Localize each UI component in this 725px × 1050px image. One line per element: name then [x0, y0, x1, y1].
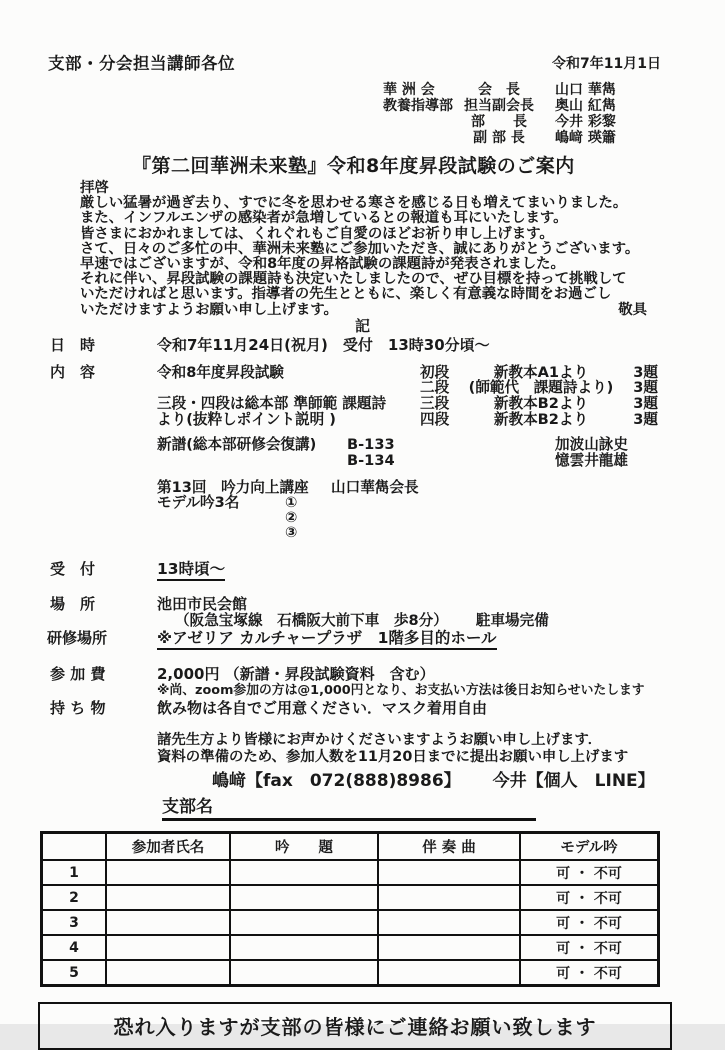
reception-value: 13時頃～: [157, 561, 225, 581]
closing-note-line: 資料の準備のため、参加人数を11月20日までに提出お願い申し上げます: [157, 748, 629, 765]
content-left-column: [157, 365, 420, 427]
participant-name-cell: [106, 860, 230, 885]
participant-name-cell: [106, 885, 230, 910]
greeting-line: 早速ではございますが、令和8年度の昇格試験の課題詩が発表されました。: [80, 256, 565, 273]
fee-label: 参 加 費: [50, 665, 106, 684]
grade-count: 3題: [633, 395, 658, 413]
closing-notes: [157, 732, 725, 765]
officer-row: [383, 82, 725, 98]
greeting-body: [80, 181, 725, 318]
datetime-row: [50, 337, 725, 354]
participant-name-cell: [106, 960, 230, 986]
grade-name: 四段: [420, 410, 450, 428]
model-gin-numbers: [285, 493, 298, 541]
gin-title-cell: [230, 960, 378, 986]
officer-name: 嶋﨑 瑛簫: [555, 130, 616, 146]
belongings-value: 飲み物は各自でご用意ください．マスク着用自由: [157, 699, 488, 718]
greeting-last-line: [80, 303, 725, 318]
place-value: 池田市民会館: [157, 595, 248, 614]
officer-row: [383, 114, 725, 130]
accompaniment-cell: [378, 935, 520, 960]
accompaniment-cell: [378, 910, 520, 935]
contact-fax: 嶋﨑【fax 072(888)8986】: [212, 771, 461, 792]
contacts-row: [212, 766, 725, 791]
officer-org: 教養指導部: [383, 98, 453, 114]
officer-title: 副 部 長: [473, 130, 525, 146]
exam-note-line: 三段・四段は総本部 準師範 課題詩: [157, 395, 387, 413]
officers-block: [383, 82, 725, 146]
grade-count: 3題: [633, 379, 658, 397]
ki-marker: 記: [354, 316, 370, 335]
greeting-line: さて、日々のご多忙の中、華洲未来塾にご参加いただき、誠にありがとうございます。: [80, 240, 640, 257]
participant-name-cell: [106, 935, 230, 960]
document-title: 『第二回華洲未来塾』令和8年度昇段試験のご案内: [132, 155, 575, 177]
table-row: [42, 935, 659, 960]
closing-note-line: 諸先生方より皆様にお声かけくださいますようお願い申し上げます．: [157, 732, 602, 749]
lecture-lecturer: 山口華雋会長: [331, 479, 419, 497]
participant-name-cell: [106, 910, 230, 935]
header-accompaniment: 伴 奏 曲: [378, 833, 520, 861]
grade-list: [420, 365, 658, 427]
row-number: 5: [42, 960, 107, 986]
place-access: （阪急宝塚線 石橋阪大前下車 歩8分）: [175, 612, 448, 630]
issue-date: 令和7年11月1日: [552, 56, 661, 72]
datetime-label: 日 時: [50, 335, 96, 354]
circled-number: ①: [285, 493, 298, 511]
accompaniment-cell: [378, 860, 520, 885]
belongings-label: 持 ち 物: [50, 699, 106, 718]
content-section: [50, 362, 725, 428]
model-gin-cell: 可 ・ 不可: [520, 960, 659, 986]
table-row: [42, 960, 659, 986]
contact-line: 今井【個人 LINE】: [492, 771, 655, 792]
grade-count: 3題: [633, 410, 658, 428]
shinpu-row: [157, 437, 725, 453]
grade-source: 新教本A1より: [493, 363, 589, 381]
grade-source: 新教本B2より: [493, 395, 589, 413]
branch-name-row: [162, 792, 725, 821]
grade-name: 二段: [420, 379, 450, 397]
reception-row: [50, 561, 725, 581]
place-access-row: [175, 613, 725, 629]
table-row: [42, 860, 659, 885]
footer-notice-box: 恐れ入りますが支部の皆様にご連絡お願い致します: [38, 1002, 672, 1050]
row-number: 4: [42, 935, 107, 960]
fee-note: ※尚、zoom参加の方は@1,000円となり、お支払い方法は後日お知らせいたします: [157, 683, 645, 699]
grade-name: 三段: [420, 395, 450, 413]
content-label: 内 容: [50, 362, 96, 381]
gin-title-cell: [230, 885, 378, 910]
shinpu-code: B-133: [347, 436, 395, 454]
place-label: 場 所: [50, 595, 96, 614]
greeting-closing: 敬具: [618, 301, 647, 318]
model-gin-cell: 可 ・ 不可: [520, 885, 659, 910]
shinpu-piece: 憶雲井龍雄: [555, 451, 628, 469]
lecture-row: [157, 480, 725, 496]
officer-name: 山口 華雋: [555, 82, 616, 98]
document-header: [48, 50, 661, 74]
belongings-row: [50, 700, 725, 717]
officer-org: [383, 114, 459, 130]
greeting-line: また、インフルエンザの感染者が急増しているとの報道も耳にいたします。: [80, 210, 568, 227]
participant-table: [40, 831, 660, 987]
gin-title-cell: [230, 910, 378, 935]
table-row: [42, 885, 659, 910]
grade-name: 初段: [420, 363, 450, 381]
officer-title: 会 長: [478, 82, 520, 98]
grade-count: 3題: [633, 363, 658, 381]
officer-title: 担当副会長: [464, 98, 534, 114]
accompaniment-cell: [378, 960, 520, 986]
place-row: [50, 596, 725, 613]
officer-org: [383, 130, 459, 146]
officer-title: 部 長: [471, 114, 527, 130]
branch-name-label: 支部名: [162, 792, 536, 821]
circled-number: ③: [285, 523, 298, 541]
greeting-line: それに伴い、昇段試験の課題詩も決定いたしましたので、ぜひ目標を持って挑戦して: [80, 271, 627, 288]
row-number: 1: [42, 860, 107, 885]
shinpu-piece: 加波山詠史: [555, 436, 628, 454]
shinpu-row: [157, 453, 725, 469]
model-gin-row: [157, 493, 725, 541]
table-row: [42, 910, 659, 935]
venue-row: [47, 629, 725, 650]
shinpu-code: B-134: [347, 451, 395, 469]
venue-label: 研修場所: [47, 629, 108, 648]
recipient-line: 支部・分会担当講師各位: [48, 54, 235, 73]
header-model-gin: モデル吟: [520, 833, 659, 861]
greeting-line: いただければと思います。指導者の先生とともに、楽しく有意義な時間をお過ごし: [80, 286, 612, 303]
venue-value: ※アゼリア カルチャープラザ 1階多目的ホール: [157, 630, 497, 650]
place-parking: 駐車場完備: [475, 612, 549, 630]
row-number: 2: [42, 885, 107, 910]
circled-number: ②: [285, 508, 298, 526]
exam-note-line: より(抜粋しポイント説明 ): [157, 410, 336, 428]
header-gin-title: 吟 題: [230, 833, 378, 861]
officer-name: 今井 彩黎: [555, 114, 616, 130]
header-no: [42, 833, 107, 861]
gin-title-cell: [230, 935, 378, 960]
accompaniment-cell: [378, 885, 520, 910]
fee-row: [50, 666, 725, 683]
datetime-value: 令和7年11月24日(祝月) 受付 13時30分頃～: [157, 335, 490, 354]
grade-row: [420, 396, 658, 412]
officer-row: [383, 98, 725, 114]
exam-title: 令和8年度昇段試験: [157, 363, 284, 381]
model-gin-cell: 可 ・ 不可: [520, 910, 659, 935]
officer-name: 奥山 紅雋: [555, 98, 616, 114]
officer-row: [383, 130, 725, 146]
officer-org: 華 洲 会: [383, 82, 435, 98]
grade-row: [420, 380, 658, 396]
model-gin-cell: 可 ・ 不可: [520, 935, 659, 960]
greeting-line: 厳しい猛暑が過ぎ去り、すでに冬を思わせる寒さを感じる日も増えてまいりました。: [80, 195, 628, 212]
row-number: 3: [42, 910, 107, 935]
grade-source: 新教本B2より: [493, 410, 589, 428]
model-gin-cell: 可 ・ 不可: [520, 860, 659, 885]
model-gin-label: モデル吟3名: [157, 493, 240, 511]
grade-source: (師範代 課題詩より): [468, 379, 614, 397]
gin-title-cell: [230, 860, 378, 885]
greeting-opening: 拝啓: [80, 180, 109, 196]
greeting-line: 皆さまにおかれましては、くれぐれもご自愛のほどお祈り申し上げます。: [80, 225, 554, 242]
header-participant-name: 参加者氏名: [106, 833, 230, 861]
fee-value: 2,000円 （新譜・昇段試験資料 含む）: [157, 665, 435, 684]
greeting-line: いただけますようお願い申し上げます。: [80, 301, 338, 318]
lecture-name: 第13回 吟力向上講座: [157, 479, 309, 497]
reception-label: 受 付: [50, 560, 96, 579]
shinpu-label: 新譜(総本部研修会復講): [157, 436, 317, 454]
grade-row: [420, 412, 658, 428]
table-header-row: [42, 833, 659, 861]
